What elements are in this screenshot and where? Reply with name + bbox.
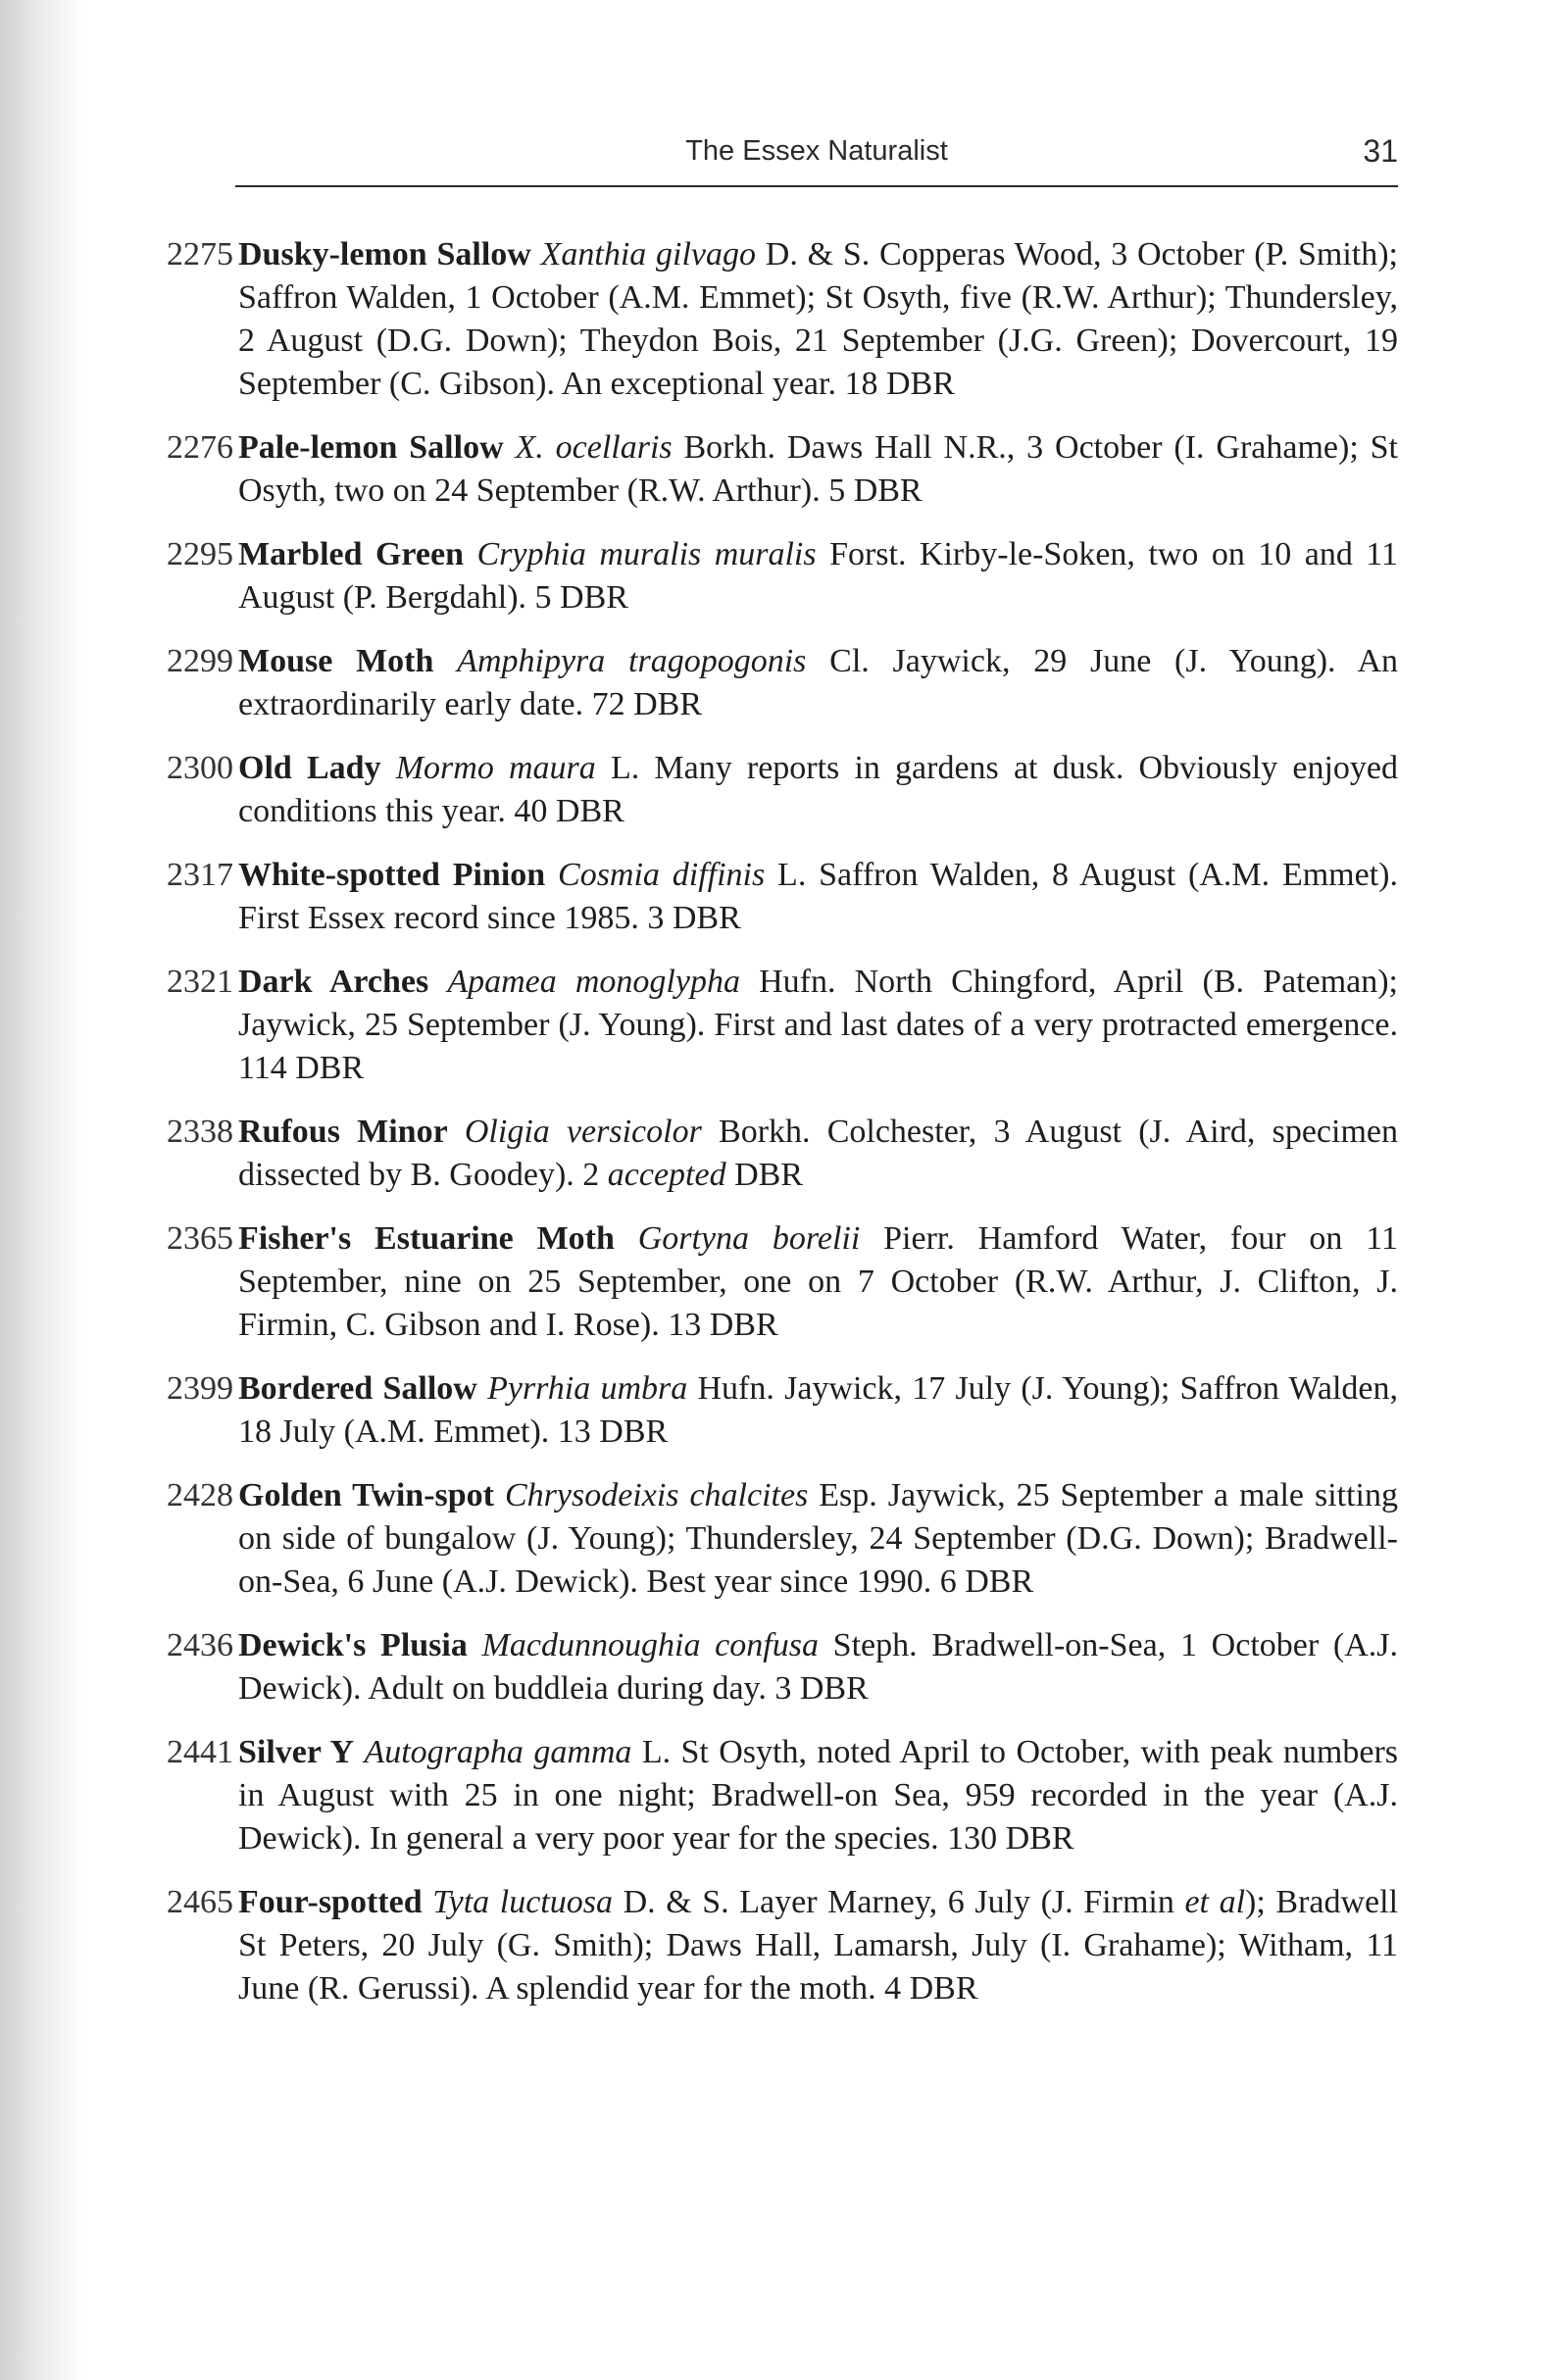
scientific-name: Chrysodeixis chalcites: [504, 1477, 809, 1513]
common-name: Four-spotted: [238, 1884, 423, 1920]
entry-text-emphasis: et al: [1184, 1884, 1246, 1920]
scientific-name: Xanthia gilvago: [540, 236, 757, 273]
common-name: Dusky-lemon Sallow: [238, 236, 531, 273]
species-entry: [167, 640, 1398, 726]
common-name: Old Lady: [238, 750, 381, 786]
entry-number: 2428: [167, 1477, 233, 1513]
entry-number: 2276: [167, 429, 233, 466]
common-name: Marbled Green: [238, 536, 464, 572]
entry-text: Borkh. Daws Hall N.R., 3 October (I. Grahame); St Osyth, two on 24 September (R.W. Arthur). 5 DBR: [238, 429, 1398, 509]
entry-text: Esp. Jaywick, 25 September a male sitting on side of bungalow (J. Young); Thundersley, 24 September (D.G. Down); Bradwell-on-Sea, 6 June (A.J. Dewick). Best year since 1990. 6 DBR: [238, 1477, 1398, 1600]
entry-text-end: DBR: [725, 1157, 804, 1193]
common-name: White-spotted Pinion: [238, 857, 546, 893]
scientific-name: X. ocellaris: [515, 429, 673, 466]
common-name: Silver Y: [238, 1734, 355, 1770]
common-name: Dewick's Plusia: [238, 1627, 468, 1663]
entry-text: Borkh. Colchester, 3 August (J. Aird, specimen dissected by B. Goodey). 2: [238, 1114, 1398, 1193]
scientific-name: Oligia versicolor: [464, 1114, 702, 1150]
entry-text: Pierr. Hamford Water, four on 11 September, nine on 25 September, one on 7 October (R.W. Arthur, J. Clifton, J. Firmin, C. Gibson and I. Rose). 13 DBR: [238, 1220, 1398, 1343]
entry-number: 2441: [167, 1734, 233, 1770]
scientific-name: Amphipyra tragopogonis: [457, 643, 807, 679]
species-entries: [167, 233, 1398, 2031]
species-entry: [167, 1881, 1398, 2010]
running-title: The Essex Naturalist: [685, 135, 948, 167]
species-entry: [167, 233, 1398, 406]
entry-number: 2399: [167, 1370, 233, 1407]
species-entry: [167, 1624, 1398, 1711]
scientific-name: Macdunnoughia confusa: [481, 1627, 819, 1663]
common-name: Mouse Moth: [238, 643, 434, 679]
entry-number: 2321: [167, 964, 233, 1000]
common-name: Pale-lemon Sallow: [238, 429, 504, 466]
entry-number: 2436: [167, 1627, 233, 1663]
entry-number: 2275: [167, 236, 233, 273]
entry-number: 2465: [167, 1884, 233, 1920]
scientific-name: Cosmia diffinis: [558, 857, 766, 893]
entry-text-emphasis: accepted: [607, 1157, 726, 1193]
entry-text: Hufn. North Chingford, April (B. Pateman); Jaywick, 25 September (J. Young). First and last dates of a very protracted emergence. 114 DBR: [238, 964, 1399, 1086]
entry-text: D. & S. Copperas Wood, 3 October (P. Smith); Saffron Walden, 1 October (A.M. Emmet); St Osyth, five (R.W. Arthur); Thundersley, 2 August (D.G. Down); Theydon Bois, 21 September (J.G. Green); Dovercourt, 19 September (C. Gibson). An exceptional year. 18 DBR: [238, 236, 1399, 402]
entry-text: Steph. Bradwell-on-Sea, 1 October (A.J. Dewick). Adult on buddleia during day. 3 DBR: [238, 1627, 1399, 1707]
page-number: 31: [1363, 133, 1398, 169]
common-name: Bordered Sallow: [238, 1370, 477, 1407]
scientific-name: Mormo maura: [395, 750, 596, 786]
species-entry: [167, 533, 1398, 620]
species-entry: [167, 1111, 1398, 1197]
species-entry: [167, 854, 1398, 940]
scientific-name: Autographa gamma: [364, 1734, 632, 1770]
entry-number: 2365: [167, 1220, 233, 1257]
scientific-name: Gortyna borelii: [637, 1220, 861, 1257]
species-entry: [167, 426, 1398, 513]
species-entry: [167, 1731, 1398, 1860]
common-name: Fisher's Estuarine Moth: [238, 1220, 615, 1257]
entry-text: L. Many reports in gardens at dusk. Obviously enjoyed conditions this year. 40 DBR: [238, 750, 1399, 829]
entry-text: L. St Osyth, noted April to October, with peak numbers in August with 25 in one night; Bradwell-on Sea, 959 recorded in the year (A.J. Dewick). In general a very poor year for the species. 130 DBR: [238, 1734, 1398, 1857]
entry-number: 2317: [167, 857, 233, 893]
species-entry: [167, 961, 1398, 1090]
scientific-name: Cryphia muralis muralis: [476, 536, 817, 572]
entry-number: 2338: [167, 1114, 233, 1150]
entry-text: Hufn. Jaywick, 17 July (J. Young); Saffron Walden, 18 July (A.M. Emmet). 13 DBR: [238, 1370, 1398, 1450]
scientific-name: Tyta luctuosa: [432, 1884, 613, 1920]
species-entry: [167, 1474, 1398, 1604]
common-name: Rufous Minor: [238, 1114, 448, 1150]
entry-text: Cl. Jaywick, 29 June (J. Young). An extraordinarily early date. 72 DBR: [238, 643, 1398, 722]
entry-text: Forst. Kirby-le-Soken, two on 10 and 11 August (P. Bergdahl). 5 DBR: [238, 536, 1398, 616]
common-name: Dark Arches: [238, 964, 429, 1000]
header-rule: [235, 185, 1398, 187]
running-head: [235, 135, 1398, 184]
species-entry: [167, 1217, 1398, 1347]
species-entry: [167, 747, 1398, 833]
entry-number: 2300: [167, 750, 233, 786]
scientific-name: Pyrrhia umbra: [487, 1370, 688, 1407]
entry-text-end: ); Bradwell St Peters, 20 July (G. Smith); Daws Hall, Lamarsh, July (I. Grahame); Witham, 11 June (R. Gerussi). A splendid year for the moth. 4 DBR: [238, 1884, 1399, 2007]
species-entry: [167, 1367, 1398, 1454]
entry-text: D. & S. Layer Marney, 6 July (J. Firmin: [612, 1884, 1185, 1920]
scientific-name: Apamea monoglypha: [447, 964, 740, 1000]
page-gutter-shadow: [0, 0, 88, 2380]
common-name: Golden Twin-spot: [238, 1477, 494, 1513]
entry-text: L. Saffron Walden, 8 August (A.M. Emmet). First Essex record since 1985. 3 DBR: [238, 857, 1398, 936]
entry-number: 2295: [167, 536, 233, 572]
entry-number: 2299: [167, 643, 233, 679]
